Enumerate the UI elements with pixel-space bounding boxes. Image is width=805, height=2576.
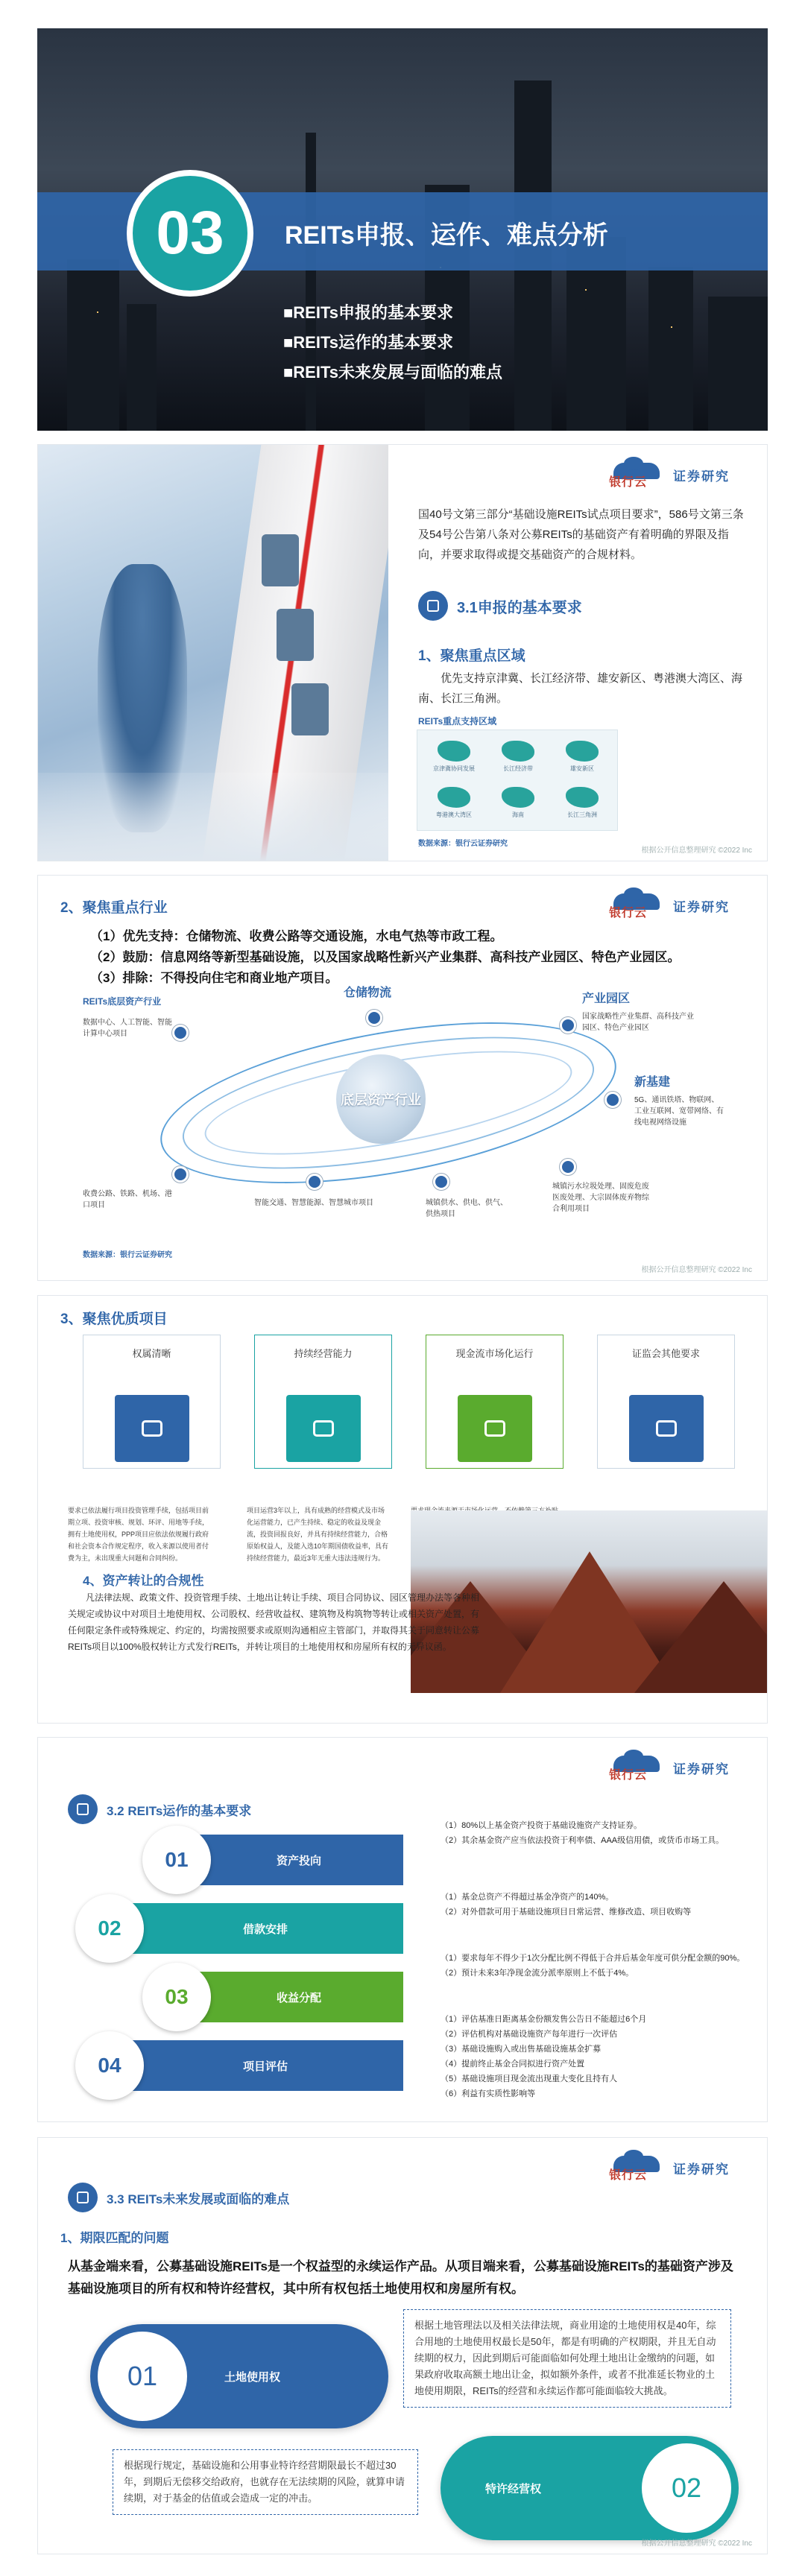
- transfer-paragraph: 凡法律法规、政策文件、投资管理手续、土地出让转让手续、项目合同协议、园区管理办法等各种相关规定或协议中对项目土地使用权、公司股权、经营收益权、建筑物及构筑物等转让或相关资产处置，有任何限定条件或特殊规定、约定的，均需按照要求或原则沟通相应主管部门，并取得其关于同意转让公募REITs项目以100%股权转让方式发行REITs，并转让项目的土地使用权和房屋所有权的无异议函。: [68, 1592, 480, 1652]
- franchise-note: 根据现行规定，基础设施和公用事业特许经营期限最长不超过30年，到期后无偿移交给政府，也就存在无法续期的风险，就算申请续期，对于基金的估值或会造成一定的冲击。: [113, 2449, 418, 2515]
- slide-footer: 根据公开信息整理研究 ©2022 Inc: [641, 1266, 752, 1274]
- edit-icon: [629, 1395, 704, 1462]
- label-sewage: 城镇污水垃圾处理、固废危废医废处理、大宗固体废弃物综合利用项目: [552, 1183, 649, 1213]
- section-number-circle: [127, 170, 253, 297]
- requirement-group: （1）基金总资产不得超过基金净资产的140%。 （2）对外借款可用于基础设施项目日常运营、维修改造、项目收购等: [441, 1893, 692, 1917]
- oval-number: 01: [98, 2332, 187, 2421]
- step-number: 03: [142, 1963, 211, 2031]
- diagram-node: [172, 1166, 189, 1183]
- diagram-node: [604, 1092, 621, 1108]
- source-note: 数据来源：银行云证券研究: [83, 1251, 172, 1259]
- card-csrc: [597, 1335, 735, 1469]
- intro-paragraph: 从基金端来看，公募基础设施REITs是一个权益型的永续运作产品。从项目端来看，公募基础设施REITs的基础资产涉及基础设施项目的所有权和特许经营权，其中所有权包括土地使用权和房屋所有权。: [68, 2259, 733, 2296]
- source-note: 数据来源：银行云证券研究: [418, 840, 508, 848]
- map-region: 长江经济带: [492, 741, 544, 773]
- bullet-item: ■REITs申报的基本要求: [283, 303, 454, 322]
- map-region: 京津冀协同发展: [428, 741, 480, 773]
- list-item: （2）鼓励：信息网络等新型基础设施，以及国家战略性新兴产业集群、高科技产业园区、特色产业园区。: [90, 950, 681, 964]
- diagram-node: [366, 1010, 382, 1026]
- building-silhouette: [127, 304, 157, 431]
- intro-paragraph: 国40号文第三部分“基础设施REITs试点项目要求”，586号文第三条及54号公告第八条对公募REITs的基础资产有着明确的界限及指向，并要求取得或提交基础资产的合规材料。: [418, 508, 744, 561]
- subsection-title: 1、聚焦重点区域: [418, 648, 525, 664]
- map-region: 长江三角洲: [556, 787, 608, 819]
- oval-franchise: [441, 2436, 739, 2540]
- label-newinfra: 新基建: [634, 1076, 671, 1089]
- section-header: [68, 1794, 251, 1824]
- brand-logo: [609, 458, 751, 491]
- core-sphere: 底层资产行业: [336, 1054, 426, 1144]
- step-number: 01: [142, 1826, 211, 1894]
- label-park: 产业园区: [582, 993, 631, 1005]
- diagram-node: [172, 1025, 189, 1041]
- step-label: 收益分配: [195, 1972, 403, 2022]
- card-label: 权属清晰: [132, 1347, 171, 1359]
- card-description: 要求已依法履行项目投资管理手续，包括项目前期立项、投资审核、规划、环评、用地等手续，拥有土地使用权，PPP项目应依法依规履行政府和社会资本合作规定程序，收入来源以使用者付费为主，未出现重大问题和合同纠纷。: [68, 1507, 209, 1562]
- step-number: 04: [75, 2031, 144, 2100]
- slide-operation-requirements: [37, 1737, 768, 2122]
- label-park-desc: 国家战略性产业集群、高科技产业园区、特色产业园区: [582, 1013, 694, 1032]
- section-icon: [68, 2183, 98, 2212]
- card-operation: [254, 1335, 392, 1469]
- requirement-group: （1）评估基准日距离基金份额发售公告日不能超过6个月 （2）评估机构对基础设施资产每年进行一次评估 （3）基础设施购入或出售基础设施基金扩募 （4）提前终止基金合同拟进行资产处置 （5）基础设施项目现金流出现重大变化且持有人 （6）利益有实质性影响等: [441, 2015, 647, 2098]
- brand-logo: 银行云 证券研究: [609, 1751, 751, 1784]
- building-silhouette: [708, 297, 768, 431]
- section-title: 3.1申报的基本要求: [457, 599, 582, 616]
- subsection-title: 4、资产转让的合规性: [83, 1574, 204, 1588]
- section-header: [68, 2183, 289, 2212]
- diagram-node: [560, 1017, 576, 1034]
- logo-brand: 证券研究: [673, 469, 730, 484]
- brand-logo: 银行云 证券研究: [609, 889, 751, 922]
- subsection-title: 2、聚焦重点行业: [60, 900, 168, 916]
- slide-footer: 根据公开信息整理研究 ©2022 Inc: [641, 2539, 752, 2548]
- brand-logo: 银行云 证券研究: [609, 2151, 751, 2184]
- label-road: 收费公路、铁路、机场、港口项目: [83, 1190, 172, 1209]
- oval-label: 土地使用权: [224, 2370, 281, 2384]
- label-smart: 智能交通、智慧能源、智慧城市项目: [254, 1199, 373, 1207]
- label-datacenter: 数据中心、人工智能、智能计算中心项目: [83, 1019, 172, 1038]
- bullet-item: ■REITs未来发展与面临的难点: [283, 363, 503, 382]
- map-region: 海南: [492, 787, 544, 819]
- chart-caption: REITs底层资产行业: [83, 996, 162, 1007]
- slide-key-industries: [37, 875, 768, 1281]
- section-title: 3.3 REITs未来发展或面临的难点: [107, 2192, 290, 2206]
- map-region: 雄安新区: [556, 741, 608, 773]
- slide-challenges: [37, 2137, 768, 2554]
- card-ownership: [83, 1335, 221, 1469]
- slide-footer: 根据公开信息整理研究 ©2022 Inc: [641, 846, 752, 855]
- card-label: 证监会其他要求: [631, 1347, 700, 1359]
- label-newinfra-desc: 5G、通讯铁塔、物联网、工业互联网、宽带网络、有线电视网络设施: [634, 1096, 724, 1127]
- section-title: 3.2 REITs运作的基本要求: [107, 1803, 252, 1818]
- building-silhouette: [648, 267, 693, 431]
- diagram-node: [560, 1159, 576, 1175]
- subsection-title: 1、期限匹配的问题: [60, 2231, 169, 2245]
- bullet-item: ■REITs运作的基本要求: [283, 333, 454, 352]
- banner-bullets: [283, 298, 502, 387]
- subsection-title: 3、聚焦优质项目: [60, 1311, 168, 1327]
- cover-banner: [37, 28, 768, 431]
- map-region: 粤港澳大湾区: [428, 787, 480, 819]
- section-icon: [418, 591, 448, 621]
- list-item: （3）排除：不得投向住宅和商业地产项目。: [90, 971, 338, 985]
- section-icon: [68, 1794, 98, 1824]
- label-water: 城镇供水、供电、供气、供热项目: [426, 1199, 508, 1218]
- card-label: 持续经营能力: [294, 1347, 353, 1359]
- oval-number: 02: [642, 2443, 731, 2533]
- slide-application-requirements: [37, 444, 768, 861]
- industry-diagram: [83, 987, 724, 1233]
- train-photo: [38, 445, 388, 861]
- requirement-group: （1）80%以上基金资产投资于基础设施资产支持证券。 （2）其余基金资产应当依法投资于利率债、AAA级信用债，或货币市场工具。: [441, 1821, 724, 1845]
- industry-list: [90, 926, 680, 989]
- card-cashflow: [426, 1335, 564, 1469]
- logo-mark-text: 银行云: [609, 476, 648, 489]
- step-label: 借款安排: [127, 1903, 403, 1954]
- building-silhouette: [67, 259, 119, 431]
- requirement-group: （1）要求每年不得少于1次分配比例不得低于合并后基金年度可供分配金额的90%。 （2）预计未来3年净现金流分派率原则上不低于4%。: [441, 1954, 745, 1978]
- monitor-icon: [286, 1395, 361, 1462]
- section-header: [418, 591, 582, 621]
- oval-label: 特许经营权: [485, 2482, 542, 2496]
- step-label: 项目评估: [127, 2040, 403, 2091]
- land-use-note: 根据土地管理法以及相关法律法规，商业用途的土地使用权是40年，综合用地的土地使用权最长是50年，都是有明确的产权期限，并且无自动续期的权力，因此到期后可能面临如何处理土地出让金缴纳的问题，如果政府收取高额土地出让金，拟如额外条件，或者不批准延长物业的土地使用期限，REITs的经营和永续运作都可能面临较大挑战。: [403, 2309, 731, 2408]
- slide-quality-projects: [37, 1295, 768, 1724]
- region-paragraph: 优先支持京津冀、长江经济带、雄安新区、粤港澳大湾区、海南、长江三角洲。: [418, 672, 743, 705]
- step-label: 资产投向: [195, 1835, 403, 1885]
- section-number: 03: [156, 199, 224, 267]
- diagram-node: [433, 1174, 449, 1190]
- step-number: 02: [75, 1894, 144, 1963]
- oval-land-use: [90, 2324, 388, 2428]
- region-map: [417, 730, 618, 831]
- card-label: 现金流市场化运行: [455, 1347, 534, 1359]
- card-description: 项目运营3年以上，具有成熟的经营模式及市场化运营能力，已产生持续、稳定的收益及现金流，投资回报良好，并具有持续经营能力，合格原始权益人，及能入选10年期国债收益率，具有持续经营能力，最近3年无重大违法违规行为。: [247, 1507, 389, 1562]
- diagram-node: [306, 1174, 323, 1190]
- map-caption: REITs重点支持区域: [418, 716, 497, 727]
- banner-title: REITs申报、运作、难点分析: [285, 221, 608, 250]
- camera-icon: [115, 1395, 189, 1462]
- list-item: （1）优先支持：仓储物流、收费公路等交通设施，水电气热等市政工程。: [90, 929, 503, 943]
- laptop-icon: [458, 1395, 532, 1462]
- label-warehouse: 仓储物流: [344, 987, 392, 999]
